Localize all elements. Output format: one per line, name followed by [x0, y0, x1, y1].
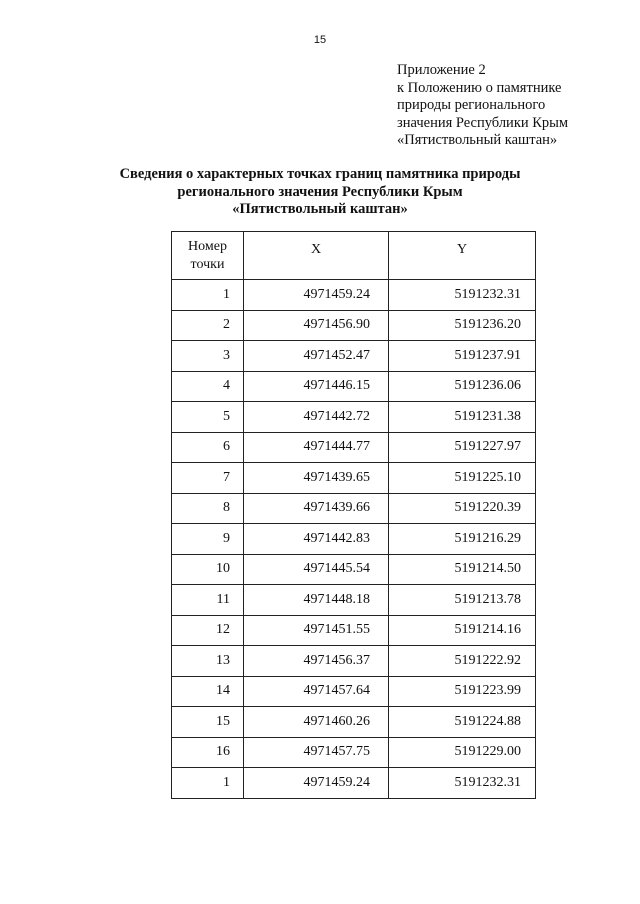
x-coordinate-cell: 4971452.47 — [244, 341, 389, 372]
table-row — [172, 310, 536, 341]
header-point-number — [172, 232, 244, 280]
y-coordinate-cell: 5191213.78 — [389, 585, 536, 616]
header-x: X — [244, 232, 389, 280]
document-heading — [100, 166, 540, 219]
table-row — [172, 554, 536, 585]
y-coordinate-cell: 5191222.92 — [389, 646, 536, 677]
x-coordinate-cell: 4971448.18 — [244, 585, 389, 616]
y-coordinate-cell: 5191223.99 — [389, 676, 536, 707]
table-body — [172, 280, 536, 799]
point-number-cell: 3 — [172, 341, 244, 372]
point-number-cell: 11 — [172, 585, 244, 616]
point-number-cell: 16 — [172, 737, 244, 768]
table-row — [172, 737, 536, 768]
x-coordinate-cell: 4971456.37 — [244, 646, 389, 677]
table-row — [172, 676, 536, 707]
x-coordinate-cell: 4971457.64 — [244, 676, 389, 707]
header-point-number-line2: точки — [190, 256, 225, 272]
appendix-line: «Пятиствольный каштан» — [397, 132, 558, 148]
table-row — [172, 463, 536, 494]
y-coordinate-cell: 5191220.39 — [389, 493, 536, 524]
header-row — [172, 232, 536, 280]
table-row — [172, 707, 536, 738]
y-coordinate-cell: 5191236.06 — [389, 371, 536, 402]
heading-line: регионального значения Республики Крым — [177, 183, 463, 200]
x-coordinate-cell: 4971459.24 — [244, 280, 389, 311]
appendix-line: природы регионального — [397, 97, 546, 113]
table-row — [172, 432, 536, 463]
point-number-cell: 13 — [172, 646, 244, 677]
appendix-line: к Положению о памятнике — [397, 79, 562, 96]
y-coordinate-cell: 5191225.10 — [389, 463, 536, 494]
table-row — [172, 402, 536, 433]
point-number-cell: 14 — [172, 676, 244, 707]
point-number-cell: 1 — [172, 768, 244, 799]
y-coordinate-cell: 5191231.38 — [389, 402, 536, 433]
table-header — [172, 232, 536, 280]
table-row — [172, 371, 536, 402]
x-coordinate-cell: 4971460.26 — [244, 707, 389, 738]
table-row — [172, 646, 536, 677]
point-number-cell: 7 — [172, 463, 244, 494]
x-coordinate-cell: 4971457.75 — [244, 737, 389, 768]
x-coordinate-cell: 4971456.90 — [244, 310, 389, 341]
heading-line: Сведения о характерных точках границ памятника природы — [119, 166, 521, 182]
point-number-cell: 10 — [172, 554, 244, 585]
x-coordinate-cell: 4971442.83 — [244, 524, 389, 555]
point-number-cell: 5 — [172, 402, 244, 433]
table-row — [172, 493, 536, 524]
y-coordinate-cell: 5191237.91 — [389, 341, 536, 372]
appendix-line: значения Республики Крым — [397, 114, 569, 131]
x-coordinate-cell: 4971439.66 — [244, 493, 389, 524]
point-number-cell: 15 — [172, 707, 244, 738]
appendix-note — [397, 62, 568, 150]
page-number: 15 — [313, 34, 327, 46]
coordinates-table — [171, 231, 536, 799]
table-row — [172, 524, 536, 555]
x-coordinate-cell: 4971446.15 — [244, 371, 389, 402]
table-row — [172, 768, 536, 799]
point-number-cell: 8 — [172, 493, 244, 524]
x-coordinate-cell: 4971451.55 — [244, 615, 389, 646]
point-number-cell: 12 — [172, 615, 244, 646]
y-coordinate-cell: 5191214.16 — [389, 615, 536, 646]
y-coordinate-cell: 5191232.31 — [389, 280, 536, 311]
x-coordinate-cell: 4971459.24 — [244, 768, 389, 799]
y-coordinate-cell: 5191236.20 — [389, 310, 536, 341]
point-number-cell: 6 — [172, 432, 244, 463]
point-number-cell: 9 — [172, 524, 244, 555]
x-coordinate-cell: 4971445.54 — [244, 554, 389, 585]
y-coordinate-cell: 5191232.31 — [389, 768, 536, 799]
table-row — [172, 280, 536, 311]
heading-line: «Пятиствольный каштан» — [232, 201, 408, 217]
table-row — [172, 615, 536, 646]
y-coordinate-cell: 5191227.97 — [389, 432, 536, 463]
header-y: Y — [389, 232, 536, 280]
y-coordinate-cell: 5191216.29 — [389, 524, 536, 555]
point-number-cell: 4 — [172, 371, 244, 402]
y-coordinate-cell: 5191224.88 — [389, 707, 536, 738]
x-coordinate-cell: 4971439.65 — [244, 463, 389, 494]
x-coordinate-cell: 4971444.77 — [244, 432, 389, 463]
y-coordinate-cell: 5191214.50 — [389, 554, 536, 585]
table-row — [172, 585, 536, 616]
point-number-cell: 1 — [172, 280, 244, 311]
y-coordinate-cell: 5191229.00 — [389, 737, 536, 768]
x-coordinate-cell: 4971442.72 — [244, 402, 389, 433]
appendix-line: Приложение 2 — [397, 62, 486, 78]
header-point-number-line1: Номер — [188, 238, 227, 254]
point-number-cell: 2 — [172, 310, 244, 341]
table-row — [172, 341, 536, 372]
